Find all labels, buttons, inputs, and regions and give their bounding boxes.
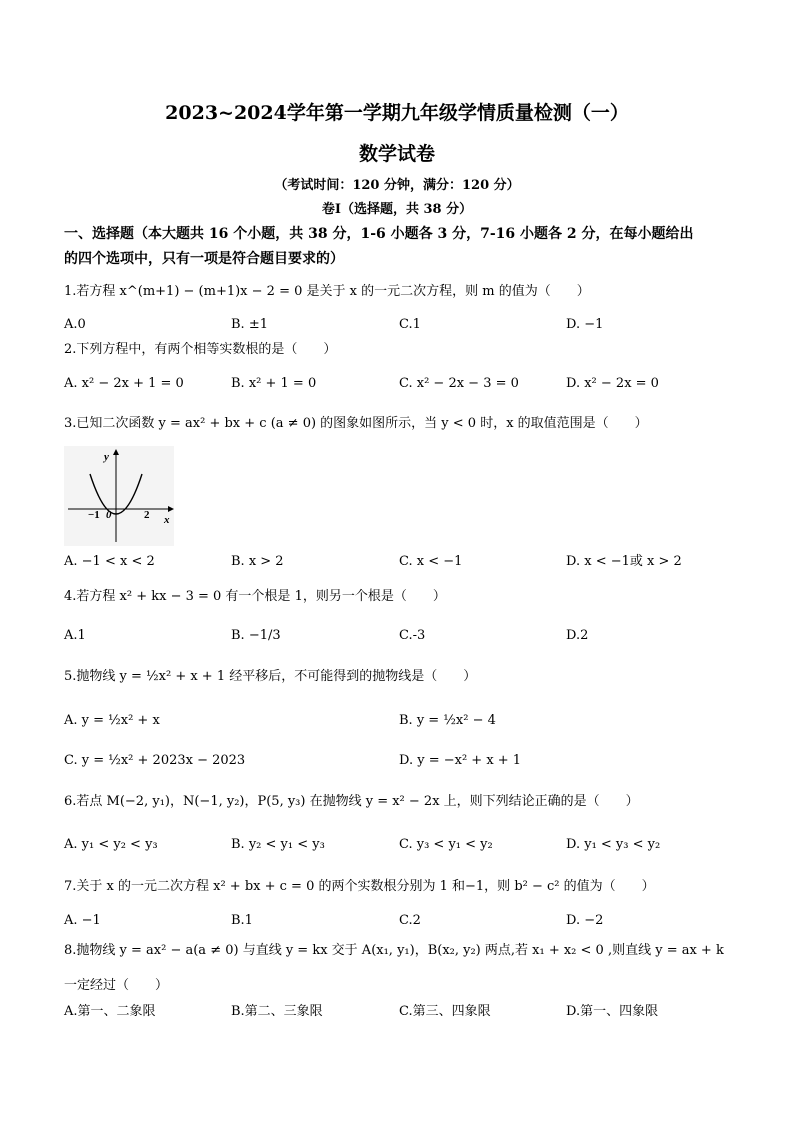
section-heading-line1: 一、选择题（本大题共 16 个小题，共 38 分，1-6 小题各 3 分，7-16 小题各 2 分，在每小题给出 [64, 226, 694, 242]
q7-option-d: D. −2 [566, 913, 604, 928]
q6-option-d: D. y₁ < y₃ < y₂ [566, 837, 661, 852]
q8-option-c: C.第三、四象限 [399, 1004, 491, 1019]
question-8-line2: 一定经过（ ） [64, 978, 169, 993]
q4-option-b: B. −1/3 [231, 628, 281, 643]
volume-heading: 卷Ⅰ（选择题，共 38 分） [321, 202, 473, 217]
question-7: 7.关于 x 的一元二次方程 x² + bx + c = 0 的两个实数根分别为 1 和−1，则 b² − c² 的值为（ ） [64, 879, 655, 894]
q3-option-a: A. −1 < x < 2 [64, 554, 155, 569]
q1-option-d: D. −1 [566, 317, 604, 332]
origin-label: 0 [106, 509, 112, 521]
q6-option-b: B. y₂ < y₁ < y₃ [231, 837, 325, 852]
q3-option-c: C. x < −1 [399, 554, 463, 569]
section-heading-line2: 的四个选项中，只有一项是符合题目要求的） [64, 251, 344, 267]
question-3: 3.已知二次函数 y = ax² + bx + c (a ≠ 0) 的图象如图所示，当 y < 0 时，x 的取值范围是（ ） [64, 416, 648, 431]
exam-title: 2023~2024学年第一学期九年级学情质量检测（一） [165, 102, 629, 124]
q5-option-d: D. y = −x² + x + 1 [399, 753, 522, 768]
q5-option-b: B. y = ½x² − 4 [399, 713, 496, 728]
q5-option-a: A. y = ½x² + x [64, 713, 160, 728]
exam-meta: （考试时间：120 分钟，满分：120 分） [274, 178, 520, 193]
q2-option-a: A. x² − 2x + 1 = 0 [64, 376, 184, 391]
q8-option-b: B.第二、三象限 [231, 1004, 323, 1019]
q7-option-b: B.1 [231, 913, 253, 928]
question-2: 2.下列方程中，有两个相等实数根的是（ ） [64, 342, 337, 357]
tick-label-2: 2 [144, 509, 150, 521]
q4-option-c: C.-3 [399, 628, 426, 643]
q5-option-c: C. y = ½x² + 2023x − 2023 [64, 753, 246, 768]
question-8: 8.抛物线 y = ax² − a(a ≠ 0) 与直线 y = kx 交于 A(x₁, y₁)，B(x₂, y₂) 两点,若 x₁ + x₂ < 0 ,则直线 y = ax + k [64, 943, 724, 958]
q6-option-c: C. y₃ < y₁ < y₂ [399, 837, 493, 852]
parabola-graph-svg [64, 446, 174, 546]
q8-option-d: D.第一、四象限 [566, 1004, 659, 1019]
question-6: 6.若点 M(−2, y₁)，N(−1, y₂)，P(5, y₃) 在抛物线 y = x² − 2x 上，则下列结论正确的是（ ） [64, 794, 639, 809]
q3-option-d: D. x < −1或 x > 2 [566, 554, 682, 569]
q2-option-d: D. x² − 2x = 0 [566, 376, 659, 391]
exam-subtitle: 数学试卷 [358, 143, 435, 165]
q2-option-b: B. x² + 1 = 0 [231, 376, 317, 391]
q4-option-a: A.1 [64, 628, 86, 643]
question-4: 4.若方程 x² + kx − 3 = 0 有一个根是 1，则另一个根是（ ） [64, 589, 446, 604]
x-axis-arrow [168, 506, 174, 512]
q6-option-a: A. y₁ < y₂ < y₃ [64, 837, 158, 852]
q1-option-a: A.0 [64, 317, 86, 332]
q8-option-a: A.第一、二象限 [64, 1004, 156, 1019]
question-1: 1.若方程 x^(m+1) − (m+1)x − 2 = 0 是关于 x 的一元二次方程，则 m 的值为（ ） [64, 284, 590, 299]
parabola-graph [64, 446, 174, 546]
x-axis-label: x [164, 514, 170, 526]
y-axis-arrow [113, 449, 119, 455]
q7-option-c: C.2 [399, 913, 421, 928]
tick-label-neg1: −1 [88, 509, 100, 521]
q2-option-c: C. x² − 2x − 3 = 0 [399, 376, 519, 391]
q7-option-a: A. −1 [64, 913, 101, 928]
q1-option-b: B. ±1 [231, 317, 268, 332]
y-axis-label: y [104, 451, 109, 463]
section-heading [64, 222, 734, 272]
q3-option-b: B. x > 2 [231, 554, 284, 569]
q1-option-c: C.1 [399, 317, 421, 332]
q4-option-d: D.2 [566, 628, 589, 643]
question-5: 5.抛物线 y = ½x² + x + 1 经平移后，不可能得到的抛物线是（ ） [64, 669, 477, 684]
